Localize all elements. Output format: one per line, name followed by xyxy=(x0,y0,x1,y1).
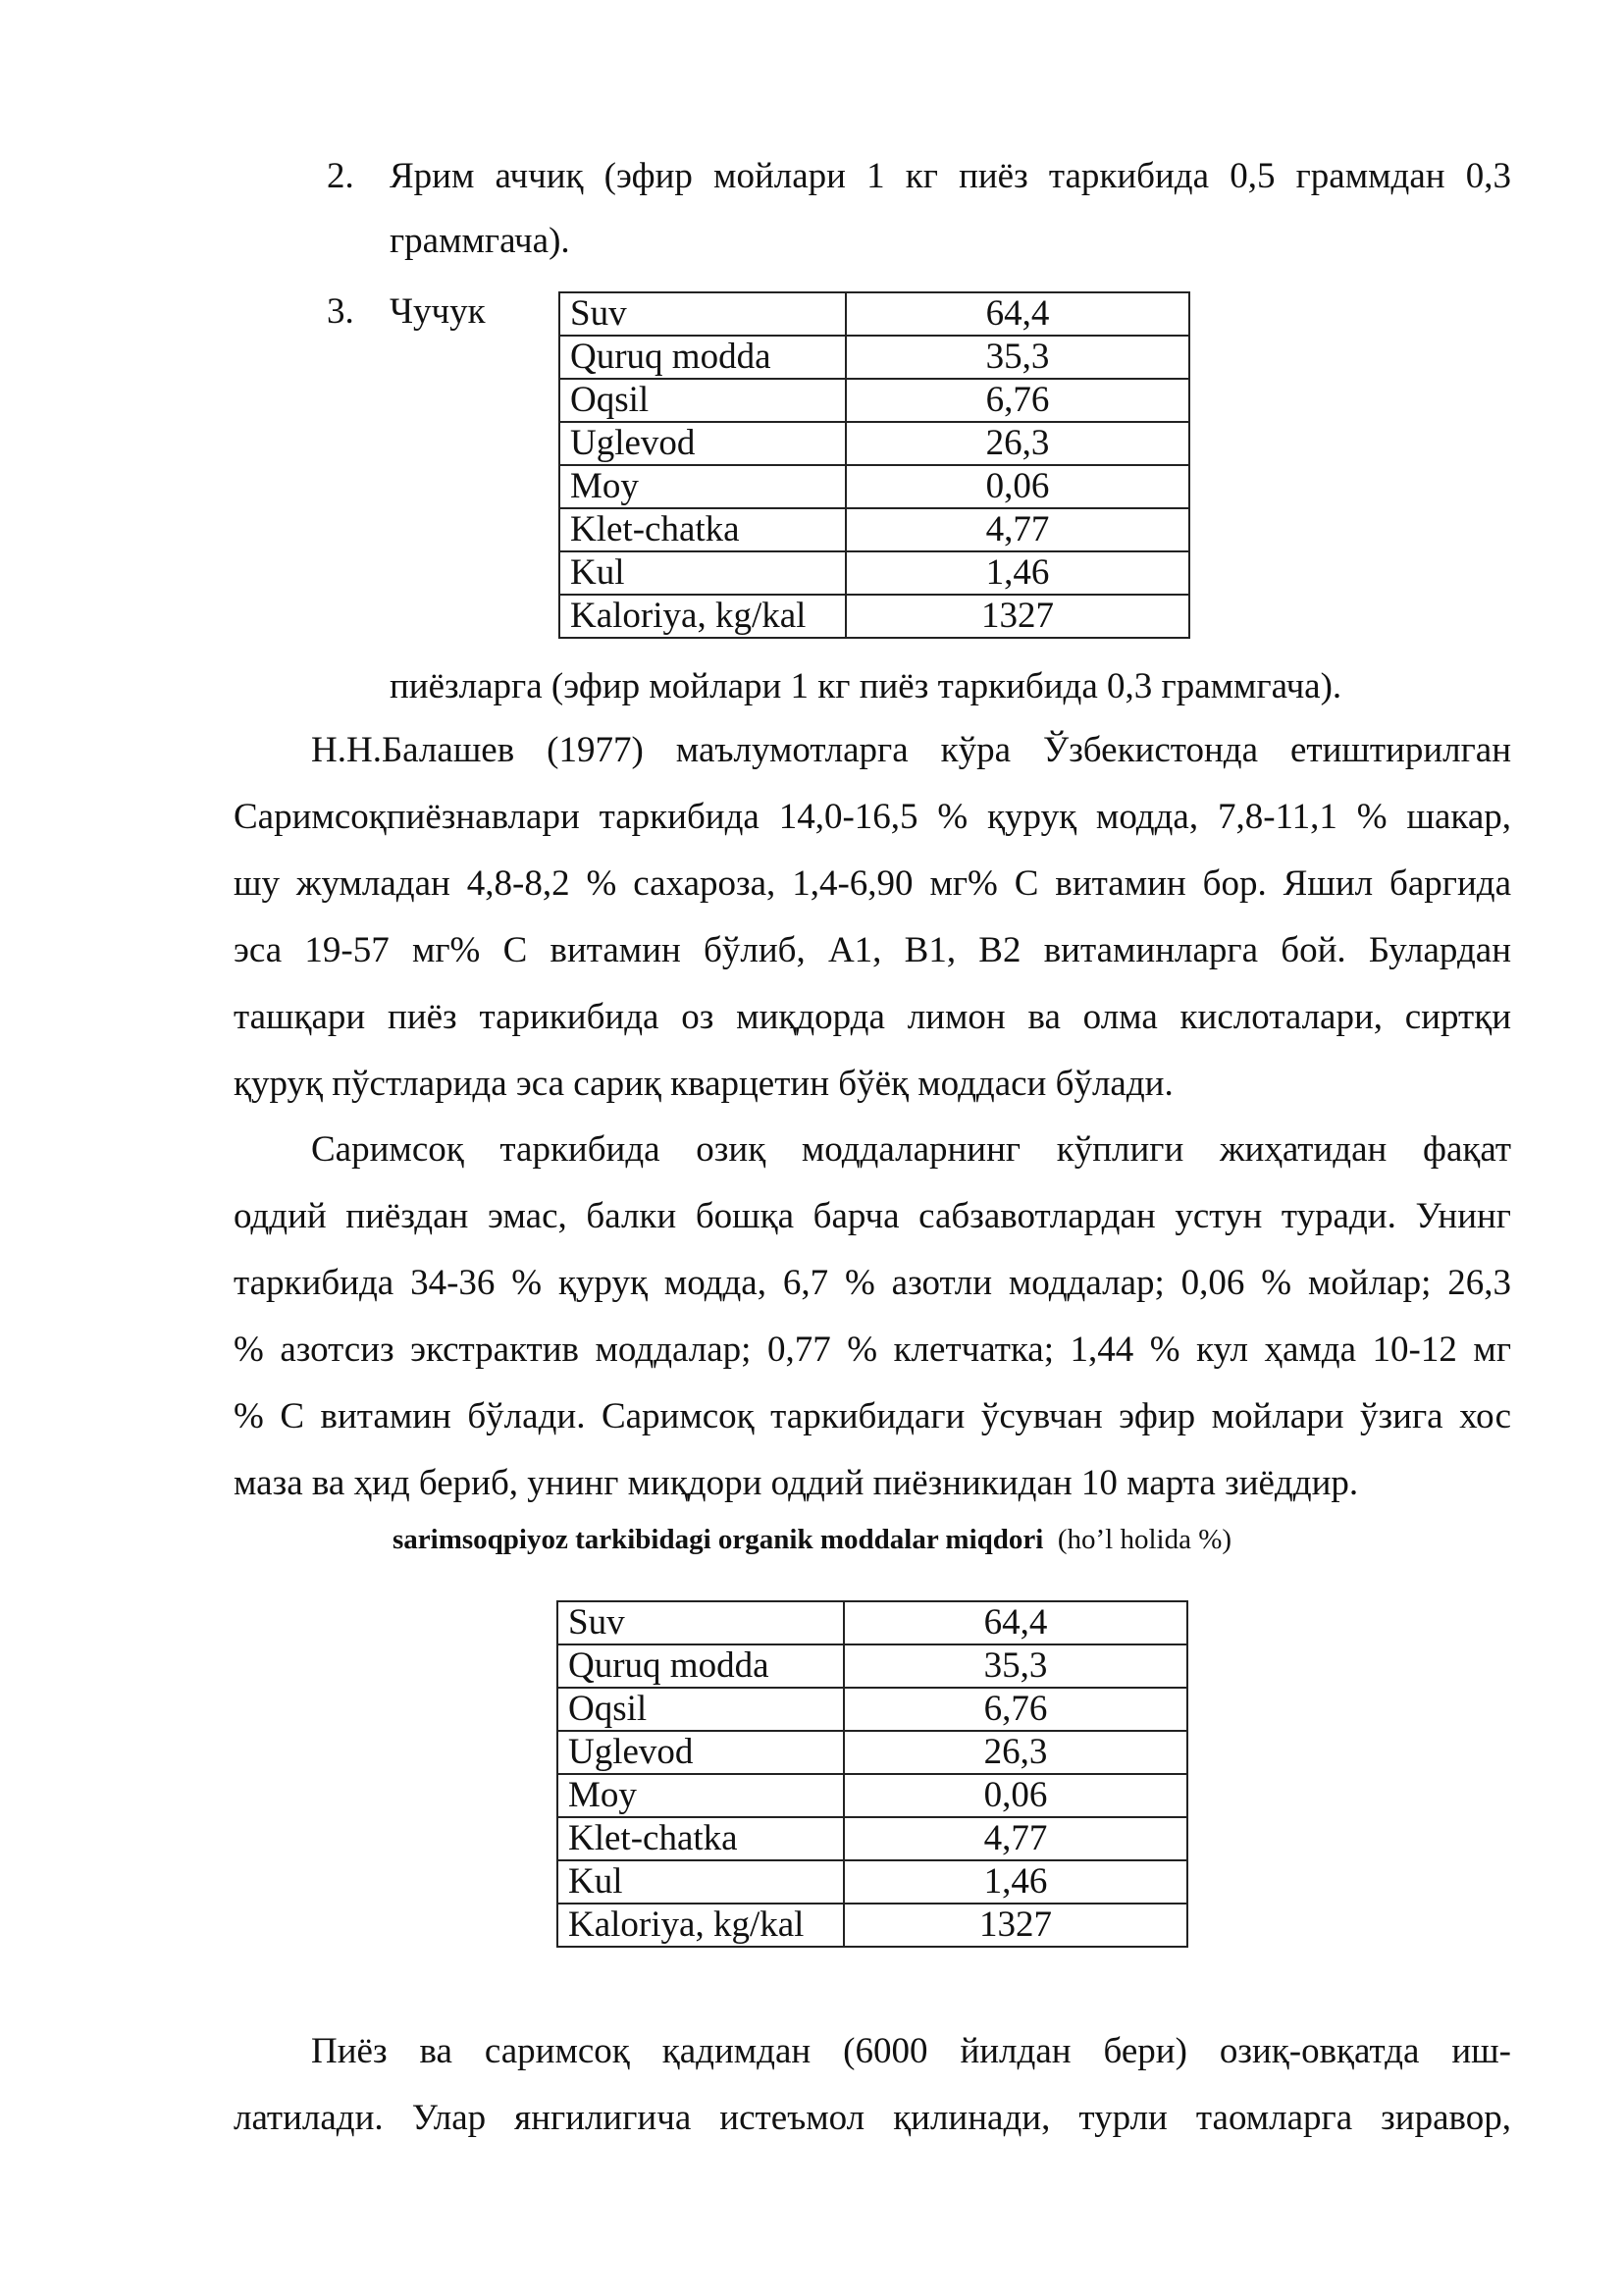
table-cell-label: Suv xyxy=(557,1601,844,1644)
table-cell-value: 0,06 xyxy=(844,1774,1187,1817)
list-item-3-label: Чучук xyxy=(390,291,486,332)
list-number-2: 2. xyxy=(327,156,354,196)
table-cell-value: 1327 xyxy=(844,1904,1187,1947)
table-cell-label: Kaloriya, kg/kal xyxy=(559,595,846,638)
list-item-3-continuation: пиёзларга (эфир мойлари 1 кг пиёз таркибида 0,3 граммгача). xyxy=(390,666,1342,706)
table-cell-label: Moy xyxy=(557,1774,844,1817)
table-cell-label: Moy xyxy=(559,465,846,508)
table-cell-label: Kaloriya, kg/kal xyxy=(557,1904,844,1947)
table-row xyxy=(557,1644,1187,1688)
paragraph-2-line: таркибида 34-36 % қуруқ модда, 6,7 % азотли моддалар; 0,06 % мойлар; 26,3 xyxy=(234,1263,1511,1303)
table-row xyxy=(559,292,1189,336)
table-cell-value: 64,4 xyxy=(846,292,1189,336)
table-cell-value: 0,06 xyxy=(846,465,1189,508)
table-cell-value: 35,3 xyxy=(844,1644,1187,1688)
paragraph-1-line: Н.Н.Балашев (1977) маълумотларга кўра Ўзбекистонда етиштирилган xyxy=(311,730,1511,770)
paragraph-2-line: Саримсоқ таркибида озиқ моддаларнинг кўплиги жиҳатидан фақат xyxy=(311,1129,1511,1170)
table-cell-value: 1327 xyxy=(846,595,1189,638)
table-row xyxy=(557,1904,1187,1947)
paragraph-3-line: Пиёз ва саримсоқ қадимдан (6000 йилдан бери) озиқ-овқатда иш- xyxy=(311,2031,1511,2071)
table-cell-value: 1,46 xyxy=(844,1860,1187,1904)
table-caption-title: sarimsoqpiyoz tarkibidagi organik moddalar miqdori xyxy=(393,1524,1044,1555)
paragraph-1-line: эса 19-57 мг% С витамин бўлиб, А1, В1, В2 витаминларга бой. Булардан xyxy=(234,930,1511,970)
table-cell-value: 1,46 xyxy=(846,551,1189,595)
table-row xyxy=(559,379,1189,422)
table-cell-value: 6,76 xyxy=(844,1688,1187,1731)
paragraph-1-line: шу жумладан 4,8-8,2 % сахароза, 1,4-6,90 мг% С витамин бор. Яшил баргида xyxy=(234,863,1511,904)
table-cell-label: Kul xyxy=(557,1860,844,1904)
table-cell-value: 26,3 xyxy=(844,1731,1187,1774)
table-row xyxy=(557,1817,1187,1860)
paragraph-1-line: ташқари пиёз тарикибида оз миқдорда лимон ва олма кислоталари, сиртқи xyxy=(234,997,1511,1037)
nutrition-table-top xyxy=(558,291,1190,639)
table-cell-label: Klet-chatka xyxy=(559,508,846,551)
table-cell-label: Uglevod xyxy=(559,422,846,465)
table-cell-value: 6,76 xyxy=(846,379,1189,422)
list-number-3: 3. xyxy=(327,291,354,332)
table-cell-value: 4,77 xyxy=(846,508,1189,551)
table-cell-value: 4,77 xyxy=(844,1817,1187,1860)
table-caption xyxy=(393,1524,1231,1556)
paragraph-2-line: % азотсиз экстрактив моддалар; 0,77 % клетчатка; 1,44 % кул ҳамда 10-12 мг xyxy=(234,1330,1511,1370)
paragraph-2-line: маза ва ҳид бериб, унинг миқдори оддий пиёзникидан 10 марта зиёддир. xyxy=(234,1463,1359,1503)
table-row xyxy=(559,551,1189,595)
list-item-2-line-1: Ярим аччиқ (эфир мойлари 1 кг пиёз таркибида 0,5 граммдан 0,3 xyxy=(390,156,1511,196)
table-cell-label: Oqsil xyxy=(559,379,846,422)
paragraph-3-line: латилади. Улар янгилигича истеъмол қилинади, турли таомларга зиравор, xyxy=(234,2098,1511,2138)
table-row xyxy=(557,1860,1187,1904)
table-row xyxy=(559,422,1189,465)
nutrition-table-bottom xyxy=(556,1600,1188,1948)
table-row xyxy=(559,595,1189,638)
table-row xyxy=(557,1774,1187,1817)
table-row xyxy=(557,1731,1187,1774)
table-cell-label: Suv xyxy=(559,292,846,336)
table-caption-unit: (ho’l holida %) xyxy=(1057,1524,1232,1555)
table-cell-label: Uglevod xyxy=(557,1731,844,1774)
table-row xyxy=(557,1601,1187,1644)
paragraph-2-line: оддий пиёздан эмас, балки бошқа барча сабзавотлардан устун туради. Унинг xyxy=(234,1196,1511,1236)
table-cell-label: Klet-chatka xyxy=(557,1817,844,1860)
list-item-2-line-2: граммгача). xyxy=(390,221,570,261)
table-cell-value: 64,4 xyxy=(844,1601,1187,1644)
table-cell-label: Oqsil xyxy=(557,1688,844,1731)
table-row xyxy=(559,336,1189,379)
paragraph-1-line: қуруқ пўстларида эса сариқ кварцетин бўёқ моддаси бўлади. xyxy=(234,1064,1174,1104)
table-cell-label: Kul xyxy=(559,551,846,595)
table-cell-label: Quruq modda xyxy=(559,336,846,379)
paragraph-1-line: Саримсоқпиёзнавлари таркибида 14,0-16,5 % қуруқ модда, 7,8-11,1 % шакар, xyxy=(234,797,1511,837)
paragraph-2-line: % С витамин бўлади. Саримсоқ таркибидаги ўсувчан эфир мойлари ўзига хос xyxy=(234,1396,1511,1436)
table-row xyxy=(559,465,1189,508)
table-cell-label: Quruq modda xyxy=(557,1644,844,1688)
table-row xyxy=(557,1688,1187,1731)
table-cell-value: 35,3 xyxy=(846,336,1189,379)
table-cell-value: 26,3 xyxy=(846,422,1189,465)
table-row xyxy=(559,508,1189,551)
